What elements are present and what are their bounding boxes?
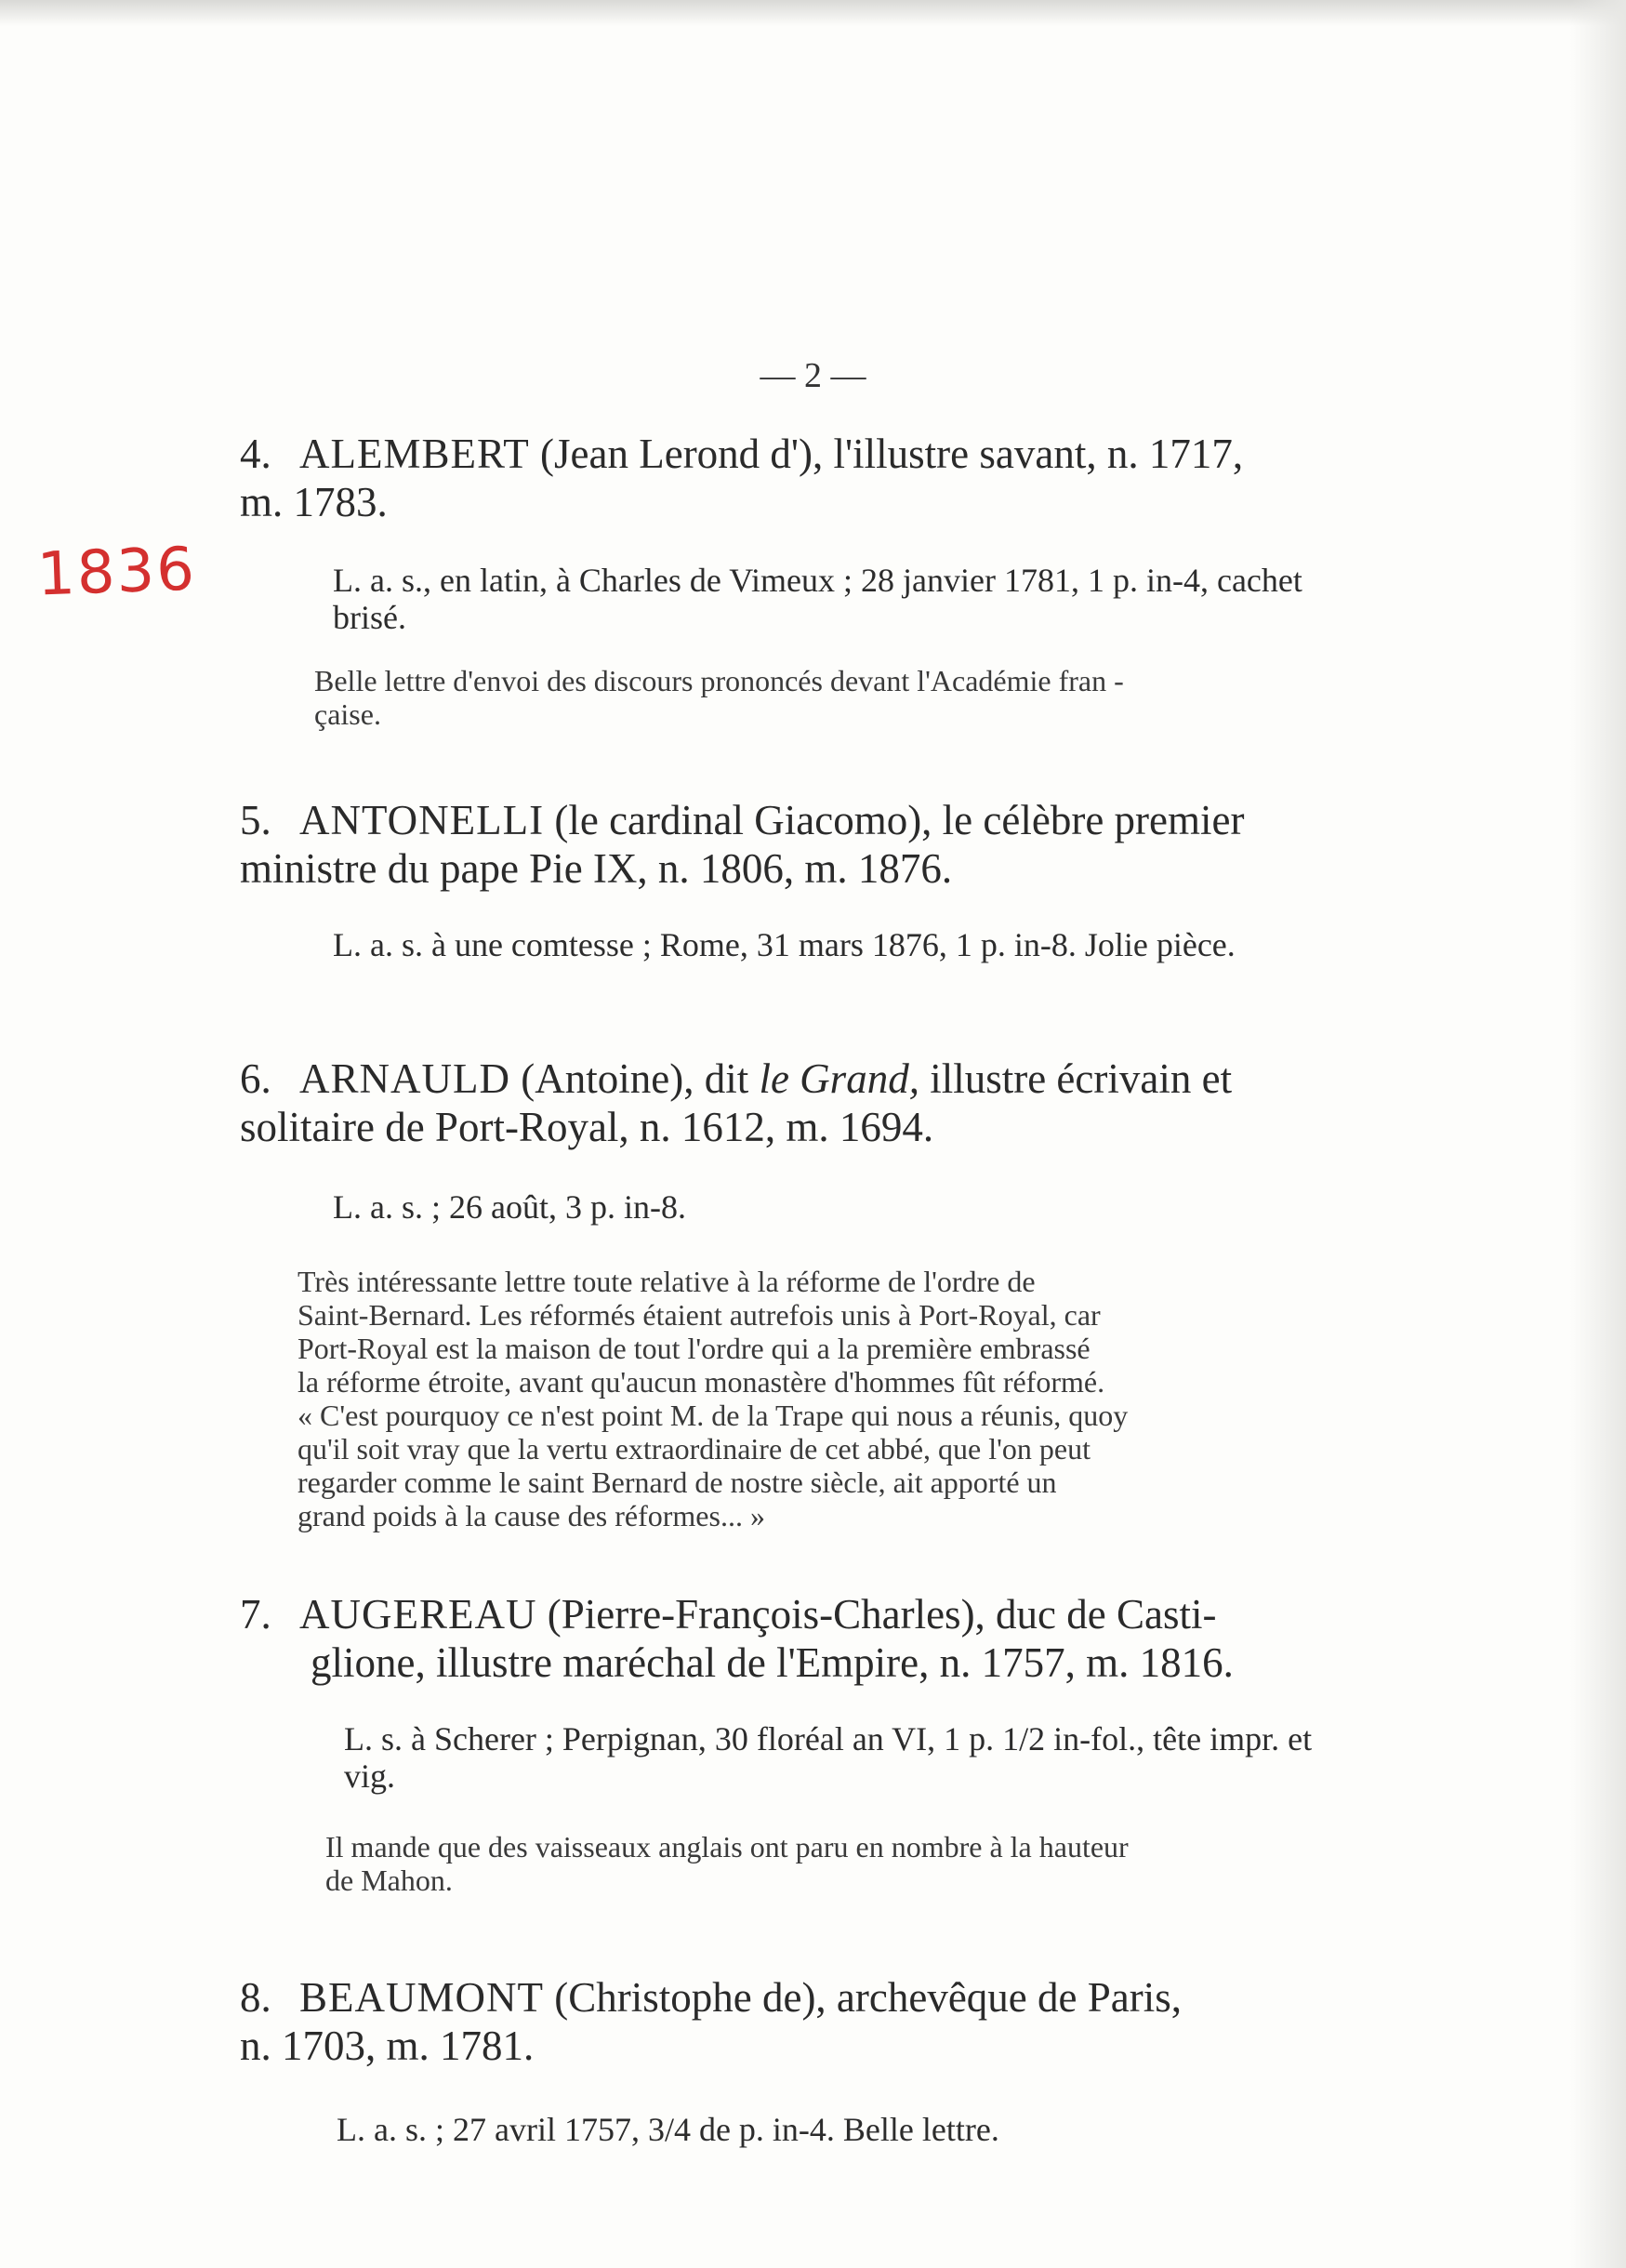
entry-name: ARNAULD [299, 1055, 510, 1102]
catalog-entry-8 [240, 1973, 1378, 2148]
comment-line: Belle lettre d'envoi des discours prononcés devant l'Académie fran - [314, 664, 1124, 697]
catalog-entry-4 [240, 430, 1378, 731]
scan-top-edge [0, 0, 1626, 26]
entry-name: ALEMBERT [299, 431, 530, 477]
entry-heading-continuation: n. 1703, m. 1781. [240, 2023, 535, 2069]
entry-description: L. a. s. à une comtesse ; Rome, 31 mars 1876, 1 p. in-8. Jolie pièce. [333, 926, 1236, 963]
entry-heading-text: (Pierre-François-Charles), duc de Casti- [547, 1591, 1217, 1638]
entry-name: ANTONELLI [299, 797, 545, 843]
comment-line: de Mahon. [325, 1863, 453, 1897]
comment-line: Il mande que des vaisseaux anglais ont paru en nombre à la hauteur [325, 1830, 1129, 1863]
entry-description: L. a. s. ; 27 avril 1757, 3/4 de p. in-4. Belle lettre. [337, 2111, 999, 2148]
comment-line: çaise. [314, 697, 381, 731]
catalog-entry-5 [240, 796, 1378, 963]
entry-number: 7. [240, 1591, 271, 1638]
entry-name: BEAUMONT [299, 1974, 544, 2021]
entry-number: 4. [240, 431, 271, 477]
entry-comment [240, 664, 1378, 731]
comment-line: qu'il soit vray que la vertu extraordinaire de cet abbé, que l'on peut [297, 1432, 1091, 1466]
entry-number: 6. [240, 1055, 271, 1102]
scan-right-edge [1570, 0, 1626, 2268]
catalog-entry-7 [240, 1590, 1378, 1897]
page-number: — 2 — [760, 356, 866, 395]
entry-heading-continuation: glione, illustre maréchal de l'Empire, n. 1757, m. 1816. [311, 1639, 1234, 1686]
comment-line: « C'est pourquoy ce n'est point M. de la Trape qui nous a réunis, quoy [297, 1399, 1129, 1432]
entry-number: 5. [240, 797, 271, 843]
entry-heading [240, 430, 1378, 478]
comment-line: Très intéressante lettre toute relative à la réforme de l'ordre de [297, 1265, 1036, 1298]
entry-heading [240, 1054, 1378, 1103]
entry-number: 8. [240, 1974, 271, 2021]
entry-heading [240, 796, 1378, 844]
entry-comment [240, 1265, 1378, 1532]
comment-line: Port-Royal est la maison de tout l'ordre qui a la première embrassé [297, 1332, 1091, 1365]
handwritten-annotation: 1836 [35, 535, 198, 610]
comment-line: grand poids à la cause des réformes... » [297, 1499, 765, 1532]
comment-line: Saint-Bernard. Les réformés étaient autrefois unis à Port-Royal, car [297, 1298, 1101, 1332]
entry-heading [240, 1590, 1378, 1638]
entry-description: L. s. à Scherer ; Perpignan, 30 floréal an VI, 1 p. 1/2 in-fol., tête impr. et vig. [344, 1720, 1313, 1795]
catalog-entry-6 [240, 1054, 1378, 1532]
entry-heading-continuation: m. 1783. [240, 479, 388, 525]
entry-description: L. a. s. ; 26 août, 3 p. in-8. [333, 1188, 686, 1226]
entry-name: AUGEREAU [299, 1591, 537, 1638]
entry-heading-italic: le Grand, [759, 1055, 919, 1102]
entry-heading-text: (Jean Lerond d'), l'illustre savant, n. 1717, [540, 431, 1244, 477]
entry-comment [240, 1830, 1378, 1897]
comment-line: regarder comme le saint Bernard de nostre siècle, ait apporté un [297, 1466, 1057, 1499]
entry-heading [240, 1973, 1378, 2022]
entry-heading-text: (le cardinal Giacomo), le célèbre premier [554, 797, 1245, 843]
entry-heading-continuation: ministre du pape Pie IX, n. 1806, m. 1876. [240, 845, 953, 892]
entry-heading-text: (Christophe de), archevêque de Paris, [554, 1974, 1183, 2021]
entry-heading-text: (Antoine), dit [521, 1055, 749, 1102]
entry-heading-continuation: solitaire de Port-Royal, n. 1612, m. 1694. [240, 1104, 934, 1150]
comment-line: la réforme étroite, avant qu'aucun monastère d'hommes fût réformé. [297, 1365, 1105, 1399]
entry-description: L. a. s., en latin, à Charles de Vimeux ; 28 janvier 1781, 1 p. in-4, cachet brisé. [333, 562, 1302, 636]
entry-heading-text: illustre écrivain et [930, 1055, 1233, 1102]
